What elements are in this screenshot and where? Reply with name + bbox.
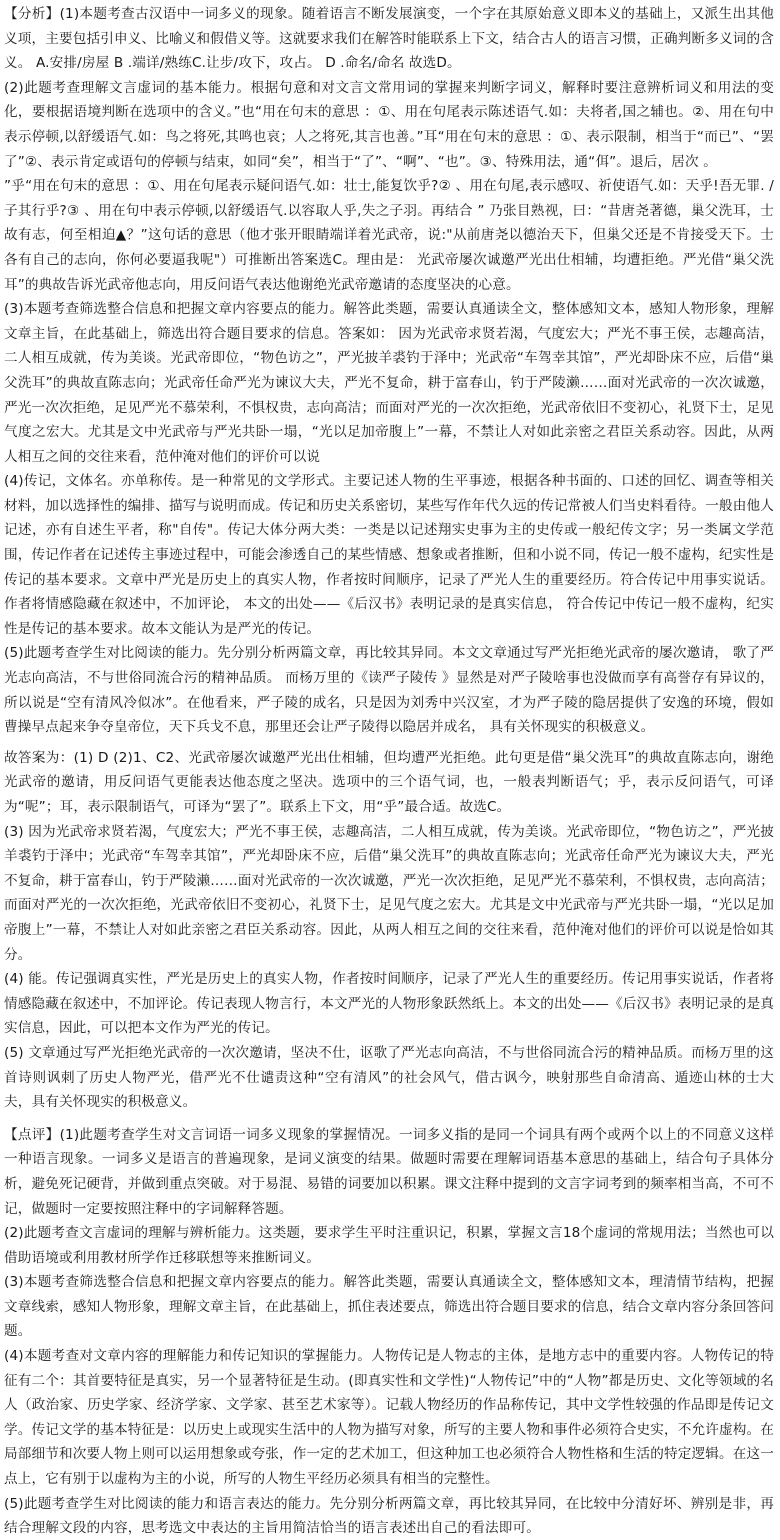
commentary-paragraph-2: (2)此题考查文言虚词的理解与辨析能力。这类题，要求学生平时注重识记，积累，掌握文言18个虚词的常规用法；当然也可以借助语境或利用教材所学作迁移联想等来推断词义。 — [4, 1225, 774, 1266]
commentary-paragraph-4: (4)本题考查对文章内容的理解能力和传记知识的掌握能力。人物传记是人物志的主体，是地方志中的重要内容。人物传记的特征有二个：其首要特征是真实，另一个显著特征是生动。(即真实性和文学性)“人物传记”中的“人物”都是历史、文化等领域的名人（政治家、历史学家、经济学家、文学家、甚至艺术家等）。记载人物经历的作品称传记，其中文学性较强的作品即是传记文学。传记文学的基本特征是：以历史上或现实生活中的人物为描写对象，所写的主要人物和事件必须符合史实，不允许虚构。在局部细节和次要人物上则可以运用想象或夸张，作一定的艺术加工，但这种加工也必须符合人物性格和生活的特定逻辑。在这一点上，它有别于以虚构为主的小说，所写的人物生平经历必须具有相当的完整性。 — [4, 1348, 774, 1488]
answer-paragraph-2: (3) 因为光武帝求贤若渴，气度宏大；严光不事王侯，志趣高洁，二人相互成就，传为美谈。光武帝即位，“物色访之”，严光披羊裘钓于泽中；光武帝“车驾幸其馆”，严光却卧床不应，后借“巢父洗耳”的典故直陈志向；光武帝任命严光为谏议大夫，严光不复命，耕于富春山，钓于严陵濑……面对光武帝的一次次诚邀，严光一次次拒绝，足见严光不慕荣利，不惧权贵，志向高洁；而面对严光的一次次拒绝，光武帝依旧不变初心，礼贤下士，足见气度之宏大。尤其是文中光武帝与严光共卧一塌，“光以足加帝腹上”一幕，不禁让人对如此亲密之君臣关系动容。因此，从两人相互之间的交往来看，范仲淹对他们的评价可以说是恰如其分。 — [4, 823, 774, 963]
section-spacer — [4, 1115, 774, 1123]
answer-paragraph-1: 故答案为：(1) D (2)1、C2、光武帝屡次诚邀严光出仕相辅，但均遭严光拒绝。此句更是借“巢父洗耳”的典故直陈志向，谢绝光武帝的邀请，用反问语气更能表达他态度之坚决。选项中的三个语气词，也，一般表判断语气；乎，表示反问语气，可译为“呢”；耳，表示限制语气，可译为“罢了”。联系上下文，用“乎”最合适。故选C。 — [4, 749, 774, 815]
analysis-paragraph-3: ”乎“用在句末的意思 ：①、用在句尾表示疑问语气.如：壮士,能复饮乎?② 、用在句尾,表示感叹、祈使语气.如：天乎!吾无罪. / 子其行乎?③ 、用在句中表示停顿,以舒缓语气.以容取人乎,失之子羽。再结合 ” 乃张目熟视，曰：“昔唐尧著德，巢父洗耳，士故有志，何至相迫▲？”这句话的意思（他才张开眼睛端详着光武帝，说:"从前唐尧以德治天下，但巢父还是不肯接受天下。士各有自己的志向，你何必要逼我呢"）可推断出答案选C。理由是： 光武帝屡次诚邀严光出仕相辅，均遭拒绝。严光借“巢父洗耳”的典故告诉光武帝他志向，用反问语气表达他谢绝光武帝邀请的态度坚决的心意。 — [4, 178, 774, 293]
analysis-section — [4, 2, 774, 740]
analysis-paragraph-4: (3)本题考查筛选整合信息和把握文章内容要点的能力。解答此类题，需要认真通读全文，整体感知文本，感知人物形象，理解文章主旨，在此基础上，筛选出符合题目要求的信息。答案如： 因为光武帝求贤若渴，气度宏大；严光不事王侯，志趣高洁，二人相互成就，传为美谈。光武帝即位，“物色访之”，严光披羊裘钓于泽中；光武帝“车驾幸其馆”，严光却卧床不应，后借“巢父洗耳”的典故直陈志向；光武帝任命严光为谏议大夫，严光不复命，耕于富春山，钓于严陵濑……面对光武帝的一次次诚邀，严光一次次拒绝，足见严光不慕荣利，不惧权贵，志向高洁；而面对严光的一次次拒绝，光武帝依旧不变初心，礼贤下士，足见气度之宏大。尤其是文中光武帝与严光共卧一塌，“光以足加帝腹上”一幕，不禁让人对如此亲密之君臣关系动容。因此，从两人相互之间的交往来看，范仲淹对他们的评价可以说 — [4, 301, 774, 465]
analysis-paragraph-5: (4)传记，文体名。亦单称传。是一种常见的文学形式。主要记述人物的生平事迹，根据各种书面的、口述的回忆、调查等相关材料，加以选择性的编排、描写与说明而成。传记和历史关系密切，某些写作年代久远的传记常被人们当史料看待。一般由他人记述，亦有自述生平者，称"自传"。传记大体分两大类：一类是以记述翔实史事为主的史传或一般纪传文字；另一类属文学范围，传记作者在记述传主事迹过程中，可能会渗透自己的某些情感、想象或者推断，但和小说不同，传记一般不虚构，纪实性是传记的基本要求。文章中严光是历史上的真实人物，作者按时间顺序，记录了严光人生的重要经历。符合传记中用事实说话。 作者将情感隐藏在叙述中，不加评论， 本文的出处——《后汉书》表明记录的是真实信息， 符合传记中传记一般不虚构，纪实性是传记的基本要求。故本文能认为是严光的传记。 — [4, 473, 774, 637]
commentary-paragraph-3: (3)本题考查筛选整合信息和把握文章内容要点的能力。解答此类题，需要认真通读全文，整体感知文本，理清情节结构，把握文章线索，感知人物形象，理解文章主旨，在此基础上，抓住表述要点，筛选出符合题目要求的信息，结合文章内容分条回答问题。 — [4, 1274, 774, 1340]
answer-paragraph-4: (5) 文章通过写严光拒绝光武帝的一次次邀请，坚决不仕，讴歌了严光志向高洁，不与世俗同流合污的精神品质。而杨万里的这首诗则讽刺了历史人物严光，借严光不仕谴责这种“空有清风”的社会风气，借古讽今，映射那些自命清高、遁迹山林的士大夫，具有关怀现实的积极意义。 — [4, 1044, 774, 1111]
answer-paragraph-3: (4) 能。传记强调真实性，严光是历史上的真实人物，作者按时间顺序，记录了严光人生的重要经历。传记用事实说话，作者将情感隐藏在叙述中，不加评论。传记表现人物言行，本文严光的人物形象跃然纸上。本文的出处——《后汉书》表明记录的是真实信息，因此，可以把本文作为严光的传记。 — [4, 971, 774, 1037]
commentary-paragraph-1: 【点评】(1)此题考查学生对文言词语一词多义现象的掌握情况。一词多义指的是同一个词具有两个或两个以上的不同意义这样一种语言现象。一词多义是语言的普遍现象，是词义演变的结果。做题时需要在理解词语基本意思的基础上，结合句子具体分析，避免死记硬背，并做到重点突破。对于易混、易错的词要加以积累。课文注释中提到的文言字词考到的频率相当高，不可不记，做题时一定要按照注释中的字词解释答题。 — [4, 1126, 774, 1217]
analysis-paragraph-2: (2)此题考查理解文言虚词的基本能力。根据句意和对文言文常用词的掌握来判断字词义，解释时要注意辨析词义和用法的变化，要根据语境判断在选项中的含义。”也“用在句末的意思 ：①、用在句尾表示陈述语气.如：夫将者,国之辅也。②、用在句中表示停顿,以舒缓语气.如：鸟之将死,其鸣也哀；人之将死,其言也善。”耳“用在句末的意思 ：①、表示限制，相当于“而已”、“罢了”②、表示肯定或语句的停顿与结束，如同“矣”，相当于“了”、“啊”、“也”。③、特殊用法，通“佴”。退后，居次 。 — [4, 79, 774, 170]
analysis-paragraph-6: (5)此题考查学生对比阅读的能力。先分别分析两篇文章，再比较其异同。本文文章通过写严光拒绝光武帝的屡次邀请， 歌了严光志向高洁，不与世俗同流合污的精神品质。 而杨万里的《读严子陵传 》显然是对严子陵啥事也没做而享有高誉存有异议的，所以说是“空有清风冷似冰”。在他看来，严子陵的成名，只是因为刘秀中兴汉室，才为严子陵的隐居提供了安逸的环境，假如曹操早点起来争夺皇帝位，天下兵戈不息，那里还会让严子陵得以隐居并成名， 具有关怀现实的积极意义。 — [4, 645, 774, 736]
answers-section — [4, 746, 774, 1115]
analysis-paragraph-1: 【分析】(1)本题考查古汉语中一词多义的现象。随着语言不断发展演变，一个字在其原始意义即本义的基础上，又派生出其他义项，主要包括引申义、比喻义和假借义等。这就要求我们在解答时能联系上下文，结合古人的语言习惯，正确判断多义词的含义。 A.安排/房屋 B .端详/熟练C.让步/攻下，攻占。 D .命名/命名 故选D。 — [4, 6, 774, 72]
commentary-section — [4, 1123, 774, 1540]
commentary-paragraph-5: (5)此题考查学生对比阅读的能力和语言表达的能力。先分别分析两篇文章，再比较其异同，在比较中分清好坏、辨别是非，再结合理解文段的内容，思考选文中表达的主旨用简洁恰当的语言表述出自己的看法即可。 — [4, 1495, 774, 1537]
